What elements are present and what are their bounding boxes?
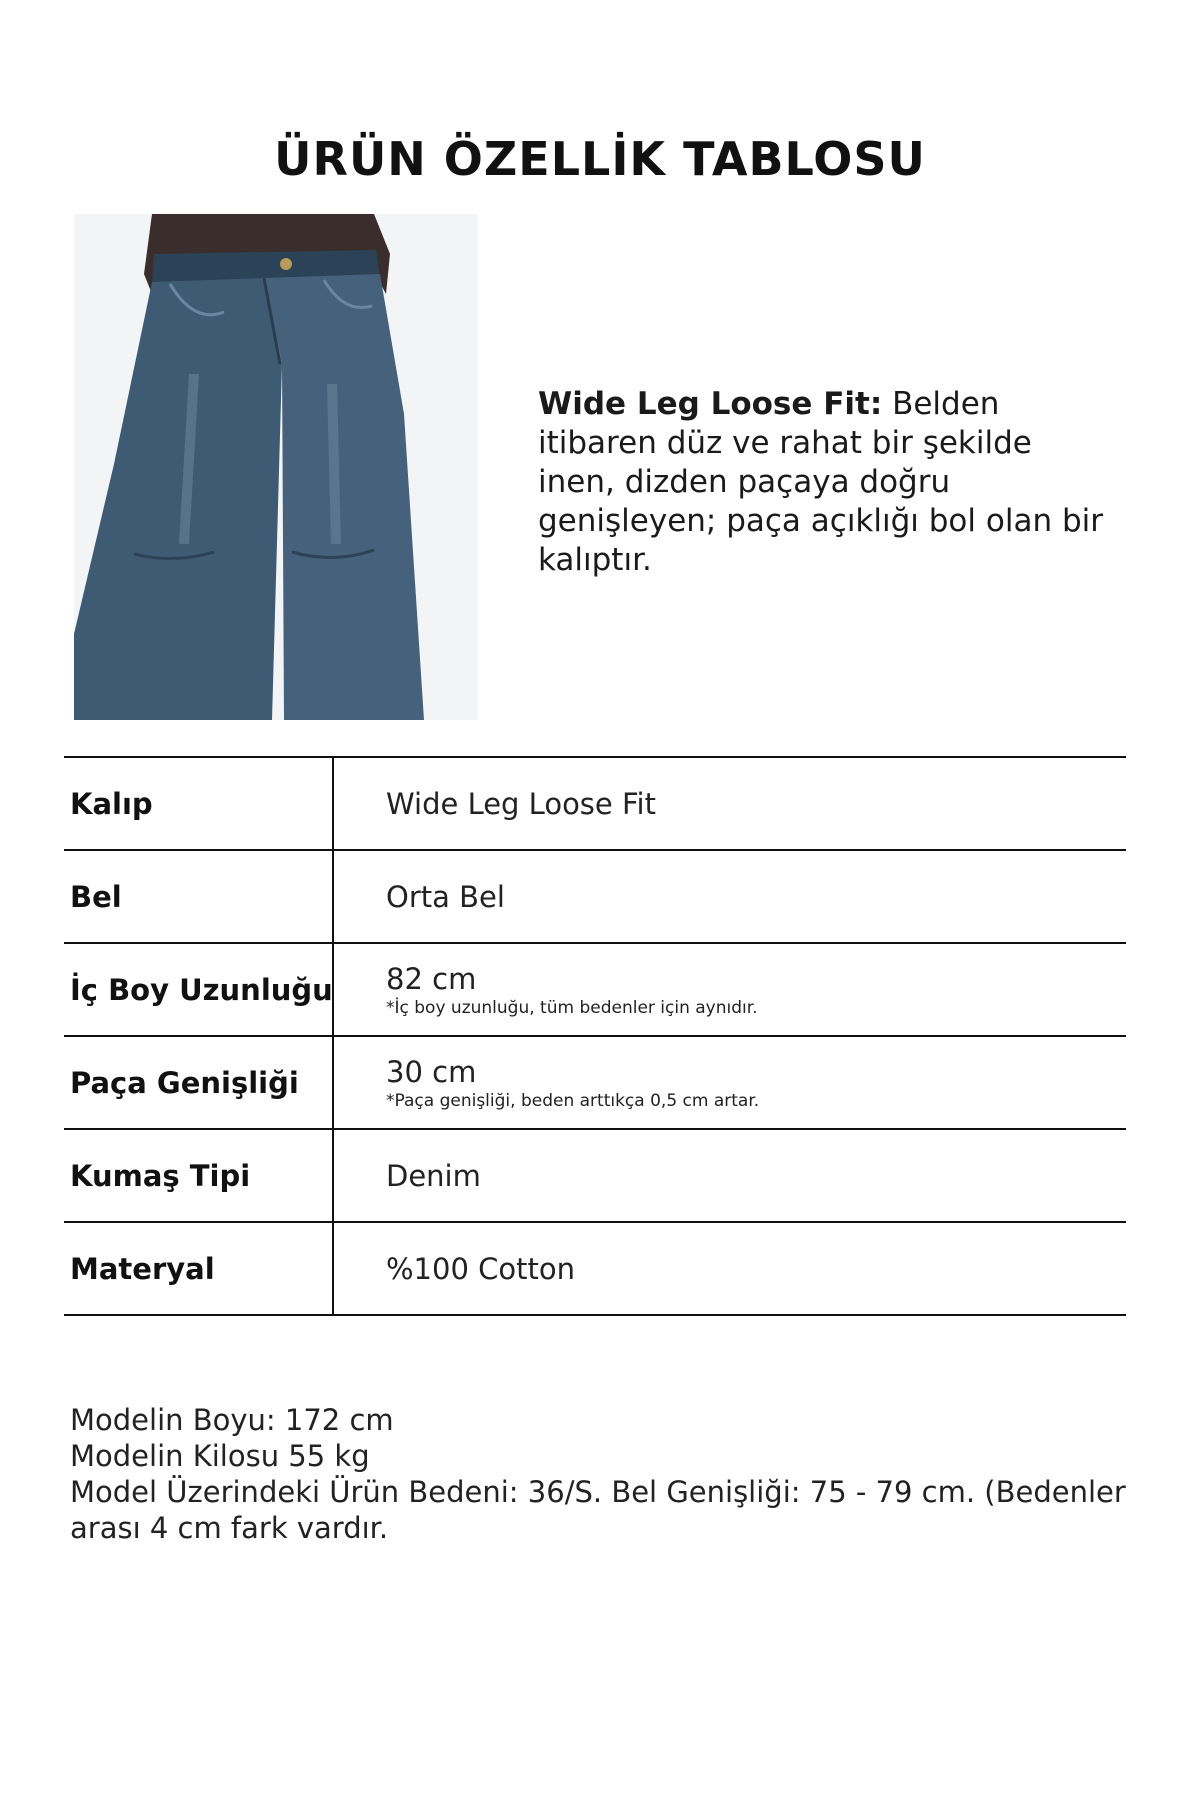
- model-info: [70, 1402, 1140, 1546]
- spec-table: [64, 756, 1126, 1316]
- jeans-product-photo-icon: [74, 214, 478, 720]
- spec-row-bel: [64, 851, 1126, 944]
- spec-label: Kalıp: [70, 786, 153, 821]
- spec-value: Denim: [386, 1158, 481, 1193]
- model-height: Modelin Boyu: 172 cm: [70, 1403, 394, 1437]
- page-title: ÜRÜN ÖZELLİK TABLOSU: [274, 132, 926, 186]
- spec-value: 30 cm: [386, 1054, 477, 1089]
- spec-value: 82 cm: [386, 961, 477, 996]
- spec-value: Orta Bel: [386, 879, 505, 914]
- spec-label: Materyal: [70, 1251, 215, 1286]
- spec-note: *İç boy uzunluğu, tüm bedenler için aynıdır.: [386, 997, 758, 1018]
- spec-value: Wide Leg Loose Fit: [386, 786, 656, 821]
- spec-row-materyal: [64, 1223, 1126, 1316]
- spec-row-kumas: [64, 1130, 1126, 1223]
- spec-label: Bel: [70, 879, 122, 914]
- spec-row-paca: [64, 1037, 1126, 1130]
- fit-description-title: Wide Leg Loose Fit:: [538, 386, 883, 422]
- product-photo: [74, 214, 478, 720]
- model-weight: Modelin Kilosu 55 kg: [70, 1439, 370, 1473]
- spec-row-kalip: [64, 758, 1126, 851]
- fit-description-text: Belden itibaren düz ve rahat bir şekilde inen, dizden paçaya doğru genişleyen; paça açıklığı bol olan bir kalıptır.: [538, 386, 1103, 578]
- spec-label: İç Boy Uzunluğu: [70, 972, 333, 1007]
- spec-note: *Paça genişliği, beden arttıkça 0,5 cm artar.: [386, 1090, 760, 1111]
- model-size-info: Model Üzerindeki Ürün Bedeni: 36/S. Bel Genişliği: 75 - 79 cm. (Bedenler arası 4 cm fark vardır.: [70, 1475, 1126, 1545]
- spec-label: Kumaş Tipi: [70, 1158, 251, 1193]
- fit-description: [538, 385, 1118, 580]
- spec-label: Paça Genişliği: [70, 1065, 299, 1100]
- spec-value: %100 Cotton: [386, 1251, 575, 1286]
- spec-row-ic-boy: [64, 944, 1126, 1037]
